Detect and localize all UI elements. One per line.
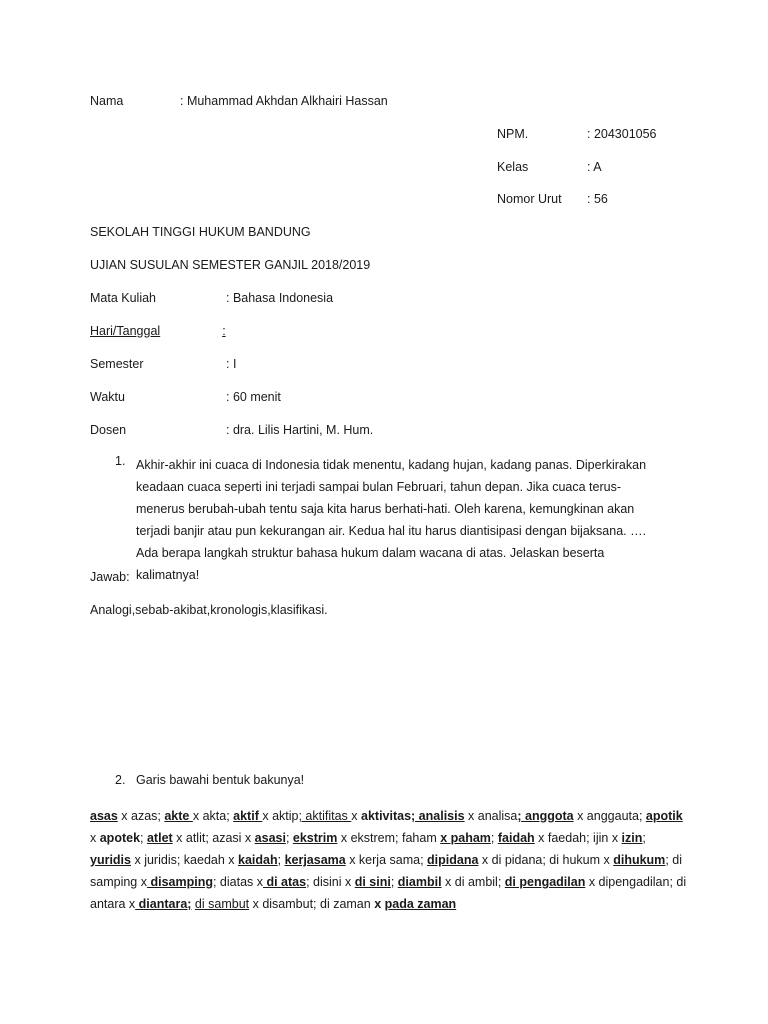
- semester-label: Semester: [90, 357, 144, 371]
- waktu-value: : 60 menit: [226, 390, 281, 404]
- answer-segment: ; aktifitas: [298, 809, 352, 823]
- kelas-value: : A: [587, 160, 602, 174]
- answer-segment: x anggauta;: [573, 809, 646, 823]
- answer-segment: apotik: [645, 809, 683, 823]
- answer-segment: x azas;: [117, 809, 165, 823]
- answer-segment: ; disini x: [306, 875, 355, 889]
- npm-value: : 204301056: [587, 127, 657, 141]
- answer-segment: x disambut; di zaman: [249, 897, 375, 911]
- answer-segment: x akta;: [192, 809, 234, 823]
- answer-segment: atlet: [146, 831, 173, 845]
- question-1-number: 1.: [115, 454, 126, 468]
- answer-segment: diantara;: [135, 897, 192, 911]
- jawab-text: Analogi,sebab-akibat,kronologis,klasifikasi.: [90, 603, 328, 617]
- answer-segment: kerjasama: [284, 853, 346, 867]
- answer-segment: di pengadilan: [504, 875, 586, 889]
- answer-segment: yuridis: [90, 853, 131, 867]
- answer-segment: ; di samping x: [90, 853, 682, 889]
- answer-segment: dipidana: [427, 853, 479, 867]
- question-2-number: 2.: [115, 773, 126, 787]
- answer-segment: ; diatas x: [212, 875, 263, 889]
- dosen-label: Dosen: [90, 423, 127, 437]
- answer-segment: x faedah; ijin x: [534, 831, 622, 845]
- answer-segment: diambil: [397, 875, 442, 889]
- answer-segment: x: [351, 809, 362, 823]
- answer-segment: ;: [642, 831, 646, 845]
- answer-segment: x analisa: [464, 809, 518, 823]
- answer-segment: ;: [277, 853, 285, 867]
- answer-segment: x: [374, 897, 385, 911]
- answer-segment: pada zaman: [384, 897, 457, 911]
- mata-kuliah-label: Mata Kuliah: [90, 291, 157, 305]
- answer-segment: x juridis; kaedah x: [131, 853, 238, 867]
- school-name: SEKOLAH TINGGI HUKUM BANDUNG: [90, 225, 311, 239]
- answer-segment: x di ambil;: [441, 875, 505, 889]
- jawab-label: Jawab:: [90, 570, 130, 584]
- answer-segment: x di pidana; di hukum x: [478, 853, 614, 867]
- answer-segment: x: [90, 831, 100, 845]
- answer-segment: ; anggota: [517, 809, 574, 823]
- answer-segment: disamping: [146, 875, 213, 889]
- answer-segment: akte: [164, 809, 193, 823]
- kelas-label: Kelas: [497, 160, 529, 174]
- answer-segment: asas: [90, 809, 118, 823]
- answer-segment: ;: [490, 831, 498, 845]
- question-1-text: Akhir-akhir ini cuaca di Indonesia tidak menentu, kadang hujan, kadang panas. Diperkirakan keadaan cuaca seperti ini terjadi sampai bulan Februari, tahun depan. Jika cuaca terus-menerus berubah-ubah tentu saja kita harus berhati-hati. Oleh karena, kemungkinan akan terjadi banjir atau pun kekurangan air. Kedua hal itu harus diantisipasi dengan bijaksana. …. Ada berapa langkah struktur bahasa hukum dalam wacana di atas. Jelaskan beserta kalimatnya!: [136, 458, 647, 582]
- answer-segment: ;: [285, 831, 293, 845]
- nomor-urut-value: : 56: [587, 192, 608, 206]
- answer-segment: ; analisis: [411, 809, 465, 823]
- answer-segment: kaidah: [238, 853, 278, 867]
- answer-segment: x aktip: [262, 809, 299, 823]
- answer-segment: x ekstrem; faham: [337, 831, 441, 845]
- answer-segment: x dipengadilan; di antara x: [90, 875, 687, 911]
- answer-segment: izin: [621, 831, 643, 845]
- answer-segment: x kerja sama;: [345, 853, 428, 867]
- nama-label: Nama: [90, 94, 124, 108]
- answer-segment: dihukum: [613, 853, 666, 867]
- dosen-value: : dra. Lilis Hartini, M. Hum.: [226, 423, 374, 437]
- answer-segment: di sambut: [194, 897, 250, 911]
- answer-segment: x atlit; azasi x: [172, 831, 255, 845]
- answer-segment: di sini: [354, 875, 391, 889]
- answer-segment: ;: [140, 831, 147, 845]
- hari-tanggal-label: Hari/Tanggal :: [90, 324, 226, 338]
- nomor-urut-label: Nomor Urut: [497, 192, 562, 206]
- answer-segment: apotek: [99, 831, 141, 845]
- answer-segment: ekstrim: [292, 831, 338, 845]
- semester-value: : I: [226, 357, 237, 371]
- question-2-answer: [90, 805, 690, 915]
- nama-value: : Muhammad Akhdan Alkhairi Hassan: [180, 94, 388, 108]
- exam-title: UJIAN SUSULAN SEMESTER GANJIL 2018/2019: [90, 258, 371, 272]
- npm-label: NPM.: [497, 127, 529, 141]
- answer-segment: aktivitas: [361, 809, 412, 823]
- answer-segment: faidah: [497, 831, 535, 845]
- answer-segment: di atas: [263, 875, 307, 889]
- question-2-text: Garis bawahi bentuk bakunya!: [136, 773, 305, 787]
- answer-segment: x paham: [440, 831, 491, 845]
- hari-tanggal-value: :: [222, 324, 226, 338]
- waktu-label: Waktu: [90, 390, 125, 404]
- answer-segment: asasi: [254, 831, 286, 845]
- mata-kuliah-value: : Bahasa Indonesia: [226, 291, 334, 305]
- answer-segment: ;: [390, 875, 398, 889]
- answer-segment: aktif: [233, 809, 263, 823]
